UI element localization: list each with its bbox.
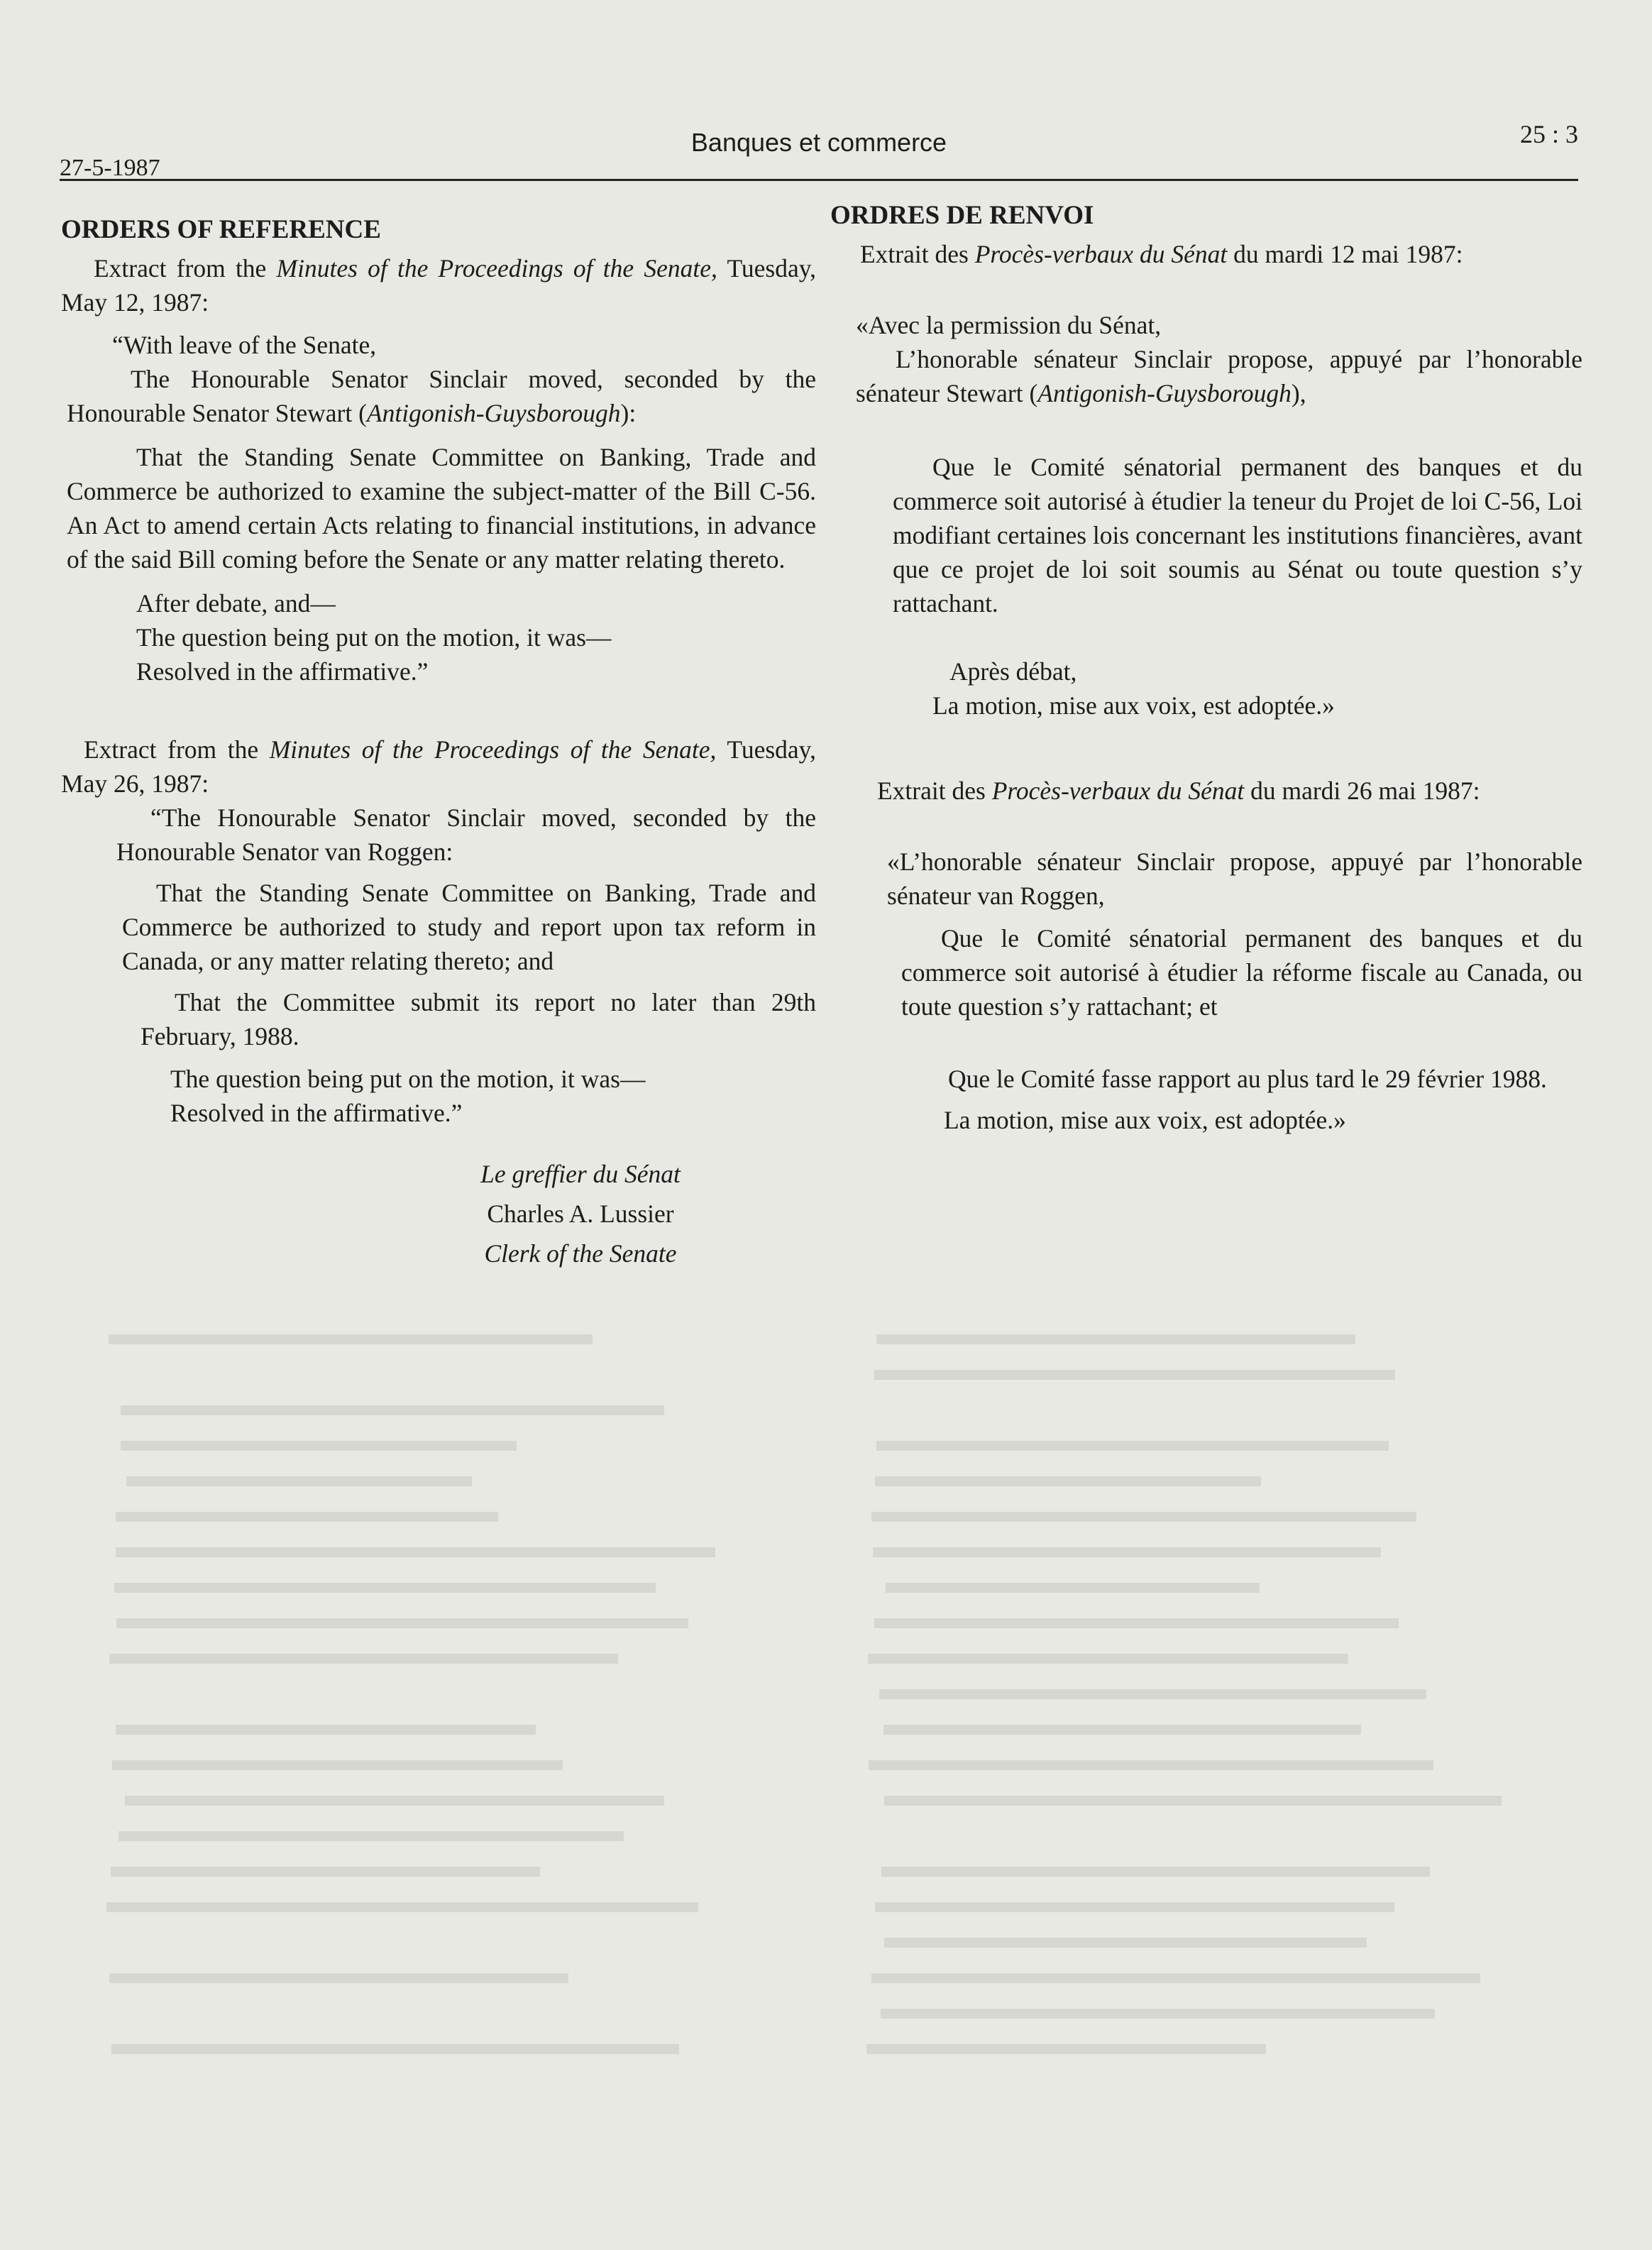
- bleed-through-line: [869, 1760, 1433, 1770]
- motion-italic: Antigonish-Guysborough: [1037, 379, 1292, 407]
- question-text: The question being put on the motion, it was—: [136, 623, 612, 652]
- bleed-through-line: [884, 1938, 1367, 1948]
- bleed-through-line: [874, 1618, 1399, 1628]
- order-text: That the Committee submit its report no later than 29th February, 1988.: [141, 988, 816, 1050]
- extract-italic: Minutes of the Proceedings of the Senate,: [276, 254, 717, 282]
- order-text: Que le Comité sénatorial permanent des banques et du commerce soit autorisé à étudier la teneur du Projet de loi C-56, Loi modifiant certaines lois concernant les institutions financières, avant que ce projet de loi soit soumis au Sénat ou toute question s’y rattachant.: [893, 453, 1583, 618]
- signature-clerk-title-fr: [345, 1154, 816, 1194]
- bleed-through-line: [116, 1547, 715, 1557]
- header-title: Banques et commerce: [690, 128, 947, 157]
- bleed-through-line: [883, 1725, 1361, 1735]
- page-header: [60, 119, 1578, 181]
- leave-text: “With leave of the Senate,: [112, 331, 377, 359]
- signature-italic: Clerk of the Senate: [484, 1239, 677, 1268]
- header-date: 27-5-1987: [60, 155, 160, 181]
- motion-italic: Antigonish-Guysborough: [366, 399, 621, 427]
- section-heading: ORDRES DE RENVOI: [830, 201, 1094, 230]
- bleed-through-line: [111, 1867, 539, 1877]
- bleed-through-line: [109, 1973, 568, 1983]
- motion-text-start: L’honorable sénateur Sinclair propose, appuyé par l’honorable sénateur Stewart (: [856, 345, 1582, 407]
- bleed-through-line: [871, 1512, 1416, 1522]
- extract-date: du mardi 26 mai 1987:: [1244, 776, 1480, 805]
- extract-line: [830, 774, 1582, 808]
- signature-clerk-title-en: [345, 1234, 816, 1273]
- extract-date: Tuesday, May 12, 1987:: [61, 254, 817, 317]
- bleed-through-line: [884, 1796, 1502, 1806]
- extract-text: Extrait des: [860, 240, 975, 268]
- bleed-through-line: [119, 1831, 624, 1841]
- bleed-through-line: [125, 1796, 665, 1806]
- bleed-through-line: [116, 1725, 536, 1735]
- bleed-through-line: [112, 1760, 563, 1770]
- order-text: Que le Comité fasse rapport au plus tard le 29 février 1988.: [948, 1065, 1547, 1093]
- after-debate: Après débat,: [949, 657, 1077, 686]
- motion-text: [830, 342, 1582, 410]
- motion-text-end: ),: [1291, 379, 1306, 407]
- extract-line: [61, 732, 816, 801]
- extract-text: Extract from the: [84, 735, 270, 764]
- order-text: Que le Comité sénatorial permanent des banques et du commerce soit autorisé à étudier la réforme fiscale au Canada, ou toute question s’y rattachant; et: [901, 924, 1582, 1021]
- bleed-through-line: [121, 1405, 664, 1415]
- bleed-through-line: [106, 1902, 698, 1912]
- bleed-through-line: [871, 1973, 1480, 1983]
- french-column: [830, 201, 1583, 1137]
- bleed-through-line: [886, 1583, 1260, 1593]
- header-rule: [60, 179, 1578, 181]
- bleed-through-line: [874, 1370, 1395, 1380]
- extract-text: Extract from the: [94, 254, 277, 282]
- bleed-through-line: [121, 1441, 516, 1451]
- signature-italic: Le greffier du Sénat: [480, 1160, 681, 1188]
- after-debate: After debate, and—: [136, 589, 336, 618]
- bleed-through-line: [126, 1476, 472, 1486]
- bleed-through-line: [866, 2044, 1266, 2054]
- bleed-through-line: [868, 1654, 1348, 1664]
- extract-italic: Minutes of the Proceedings of the Senate,: [269, 735, 717, 764]
- question-text: The question being put on the motion, it was—: [170, 1065, 646, 1093]
- english-column: [61, 213, 816, 1273]
- extract-italic: Procès-verbaux du Sénat: [974, 240, 1228, 268]
- bleed-through-line: [876, 1334, 1355, 1344]
- bleed-through-line: [879, 1689, 1426, 1699]
- motion-text-end: ):: [620, 399, 637, 427]
- bleed-through-line: [109, 1334, 593, 1344]
- header-page-number: 25 : 3: [1519, 120, 1578, 148]
- motion-text: [61, 362, 816, 430]
- bleed-through-line: [111, 2044, 679, 2054]
- extract-date: du mardi 12 mai 1987:: [1227, 240, 1463, 268]
- order-text: That the Standing Senate Committee on Banking, Trade and Commerce be authorized to study and report upon tax reform in Canada, or any matter relating thereto; and: [122, 879, 816, 975]
- extract-line: [830, 237, 1582, 271]
- motion-adopted: La motion, mise aux voix, est adoptée.»: [944, 1106, 1346, 1134]
- order-text: That the Standing Senate Committee on Banking, Trade and Commerce be authorized to examine the subject-matter of the Bill C-56. An Act to amend certain Acts relating to financial institutions, in advance of the said Bill coming before the Senate or any matter relating thereto.: [67, 443, 816, 574]
- resolved-text: Resolved in the affirmative.”: [136, 657, 429, 686]
- bleed-through-line: [109, 1654, 618, 1664]
- bleed-through-line: [116, 1618, 688, 1628]
- extract-text: Extrait des: [877, 776, 992, 805]
- leave-text: «Avec la permission du Sénat,: [856, 311, 1162, 339]
- bleed-through-line: [873, 1547, 1382, 1557]
- bleed-through-line: [876, 1441, 1389, 1451]
- section-heading: ORDERS OF REFERENCE: [61, 215, 381, 244]
- bleed-through-line: [881, 1867, 1430, 1877]
- extract-italic: Procès-verbaux du Sénat: [991, 776, 1245, 805]
- motion-adopted: La motion, mise aux voix, est adoptée.»: [932, 691, 1335, 720]
- bleed-through-line: [875, 1902, 1394, 1912]
- motion-text: «L’honorable sénateur Sinclair propose, appuyé par l’honorable sénateur van Roggen,: [887, 847, 1582, 910]
- bleed-through-line: [116, 1512, 499, 1522]
- bleed-through-line: [875, 1476, 1261, 1486]
- bleed-through-line: [881, 2009, 1435, 2019]
- extract-line: [61, 251, 816, 319]
- resolved-text: Resolved in the affirmative.”: [170, 1099, 463, 1127]
- motion-text-start: The Honourable Senator Sinclair moved, seconded by the Honourable Senator Stewart (: [67, 365, 816, 427]
- bleed-through-line: [114, 1583, 656, 1593]
- motion-text: “The Honourable Senator Sinclair moved, seconded by the Honourable Senator van Roggen:: [116, 803, 816, 866]
- signature-name: Charles A. Lussier: [487, 1200, 674, 1228]
- extract-date: Tuesday, May 26, 1987:: [61, 735, 817, 798]
